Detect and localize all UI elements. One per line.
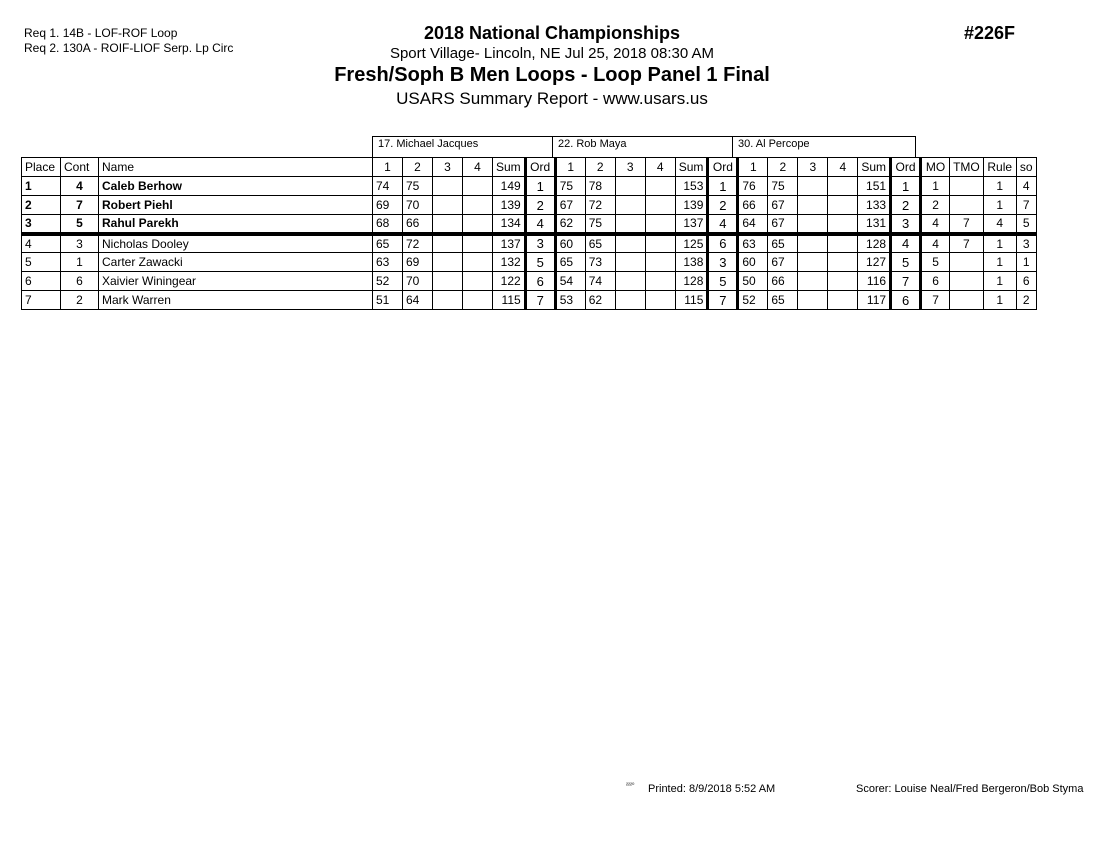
col-j1-mark-4: 4 [463, 158, 493, 177]
judge-2-mark-1: 62 [555, 215, 585, 234]
event-code: #226F [964, 23, 1016, 43]
judge-1-mark-1: 74 [373, 177, 403, 196]
results-body [22, 177, 1037, 310]
col-cont: Cont [61, 158, 99, 177]
judge-1-mark-3 [433, 253, 463, 272]
skater-name: Carter Zawacki [99, 253, 373, 272]
col-j1-sum: Sum [493, 158, 526, 177]
judge-1-mark-4 [463, 291, 493, 310]
judge-1-mark-2: 69 [403, 253, 433, 272]
judge-2-mark-1: 53 [555, 291, 585, 310]
col-j3-mark-1: 1 [738, 158, 768, 177]
judge-2-mark-1: 75 [555, 177, 585, 196]
col-j2-mark-1: 1 [555, 158, 585, 177]
judge-header-1: 17. Michael Jacques [372, 136, 553, 158]
mo-cell: 7 [921, 291, 950, 310]
judge-3-ord: 3 [891, 215, 921, 234]
printed-date: Printed: 8/9/2018 5:52 AM [648, 783, 776, 795]
judge-3-mark-1: 63 [738, 234, 768, 253]
place-cell: 1 [22, 177, 61, 196]
judge-2-mark-2: 65 [585, 234, 615, 253]
table-row [22, 177, 1037, 196]
col-mo: MO [921, 158, 950, 177]
cont-cell: 3 [61, 234, 99, 253]
mo-cell: 1 [921, 177, 950, 196]
judge-1-mark-3 [433, 272, 463, 291]
judge-3-mark-2: 67 [768, 215, 798, 234]
judge-header-2: 22. Rob Maya [552, 136, 733, 158]
table-row [22, 272, 1037, 291]
rule-cell: 1 [983, 272, 1016, 291]
cont-cell: 7 [61, 196, 99, 215]
judge-1-ord: 1 [525, 177, 555, 196]
judge-1-sum: 115 [493, 291, 526, 310]
judge-2-mark-2: 75 [585, 215, 615, 234]
rule-cell: 1 [983, 234, 1016, 253]
judge-1-mark-3 [433, 234, 463, 253]
col-j3-mark-3: 3 [798, 158, 828, 177]
judge-1-mark-1: 52 [373, 272, 403, 291]
col-tmo: TMO [950, 158, 984, 177]
judge-3-mark-4 [828, 215, 858, 234]
judge-3-mark-3 [798, 234, 828, 253]
col-j3-mark-4: 4 [828, 158, 858, 177]
place-cell: 4 [22, 234, 61, 253]
place-cell: 7 [22, 291, 61, 310]
judge-2-mark-2: 78 [585, 177, 615, 196]
results-table [21, 157, 1037, 310]
judge-2-sum: 139 [675, 196, 708, 215]
mo-cell: 6 [921, 272, 950, 291]
cont-cell: 4 [61, 177, 99, 196]
judge-1-mark-1: 65 [373, 234, 403, 253]
judge-2-sum: 115 [675, 291, 708, 310]
judge-1-ord: 2 [525, 196, 555, 215]
rule-cell: 1 [983, 196, 1016, 215]
cont-cell: 1 [61, 253, 99, 272]
judge-3-ord: 7 [891, 272, 921, 291]
judge-3-mark-2: 67 [768, 196, 798, 215]
place-cell: 2 [22, 196, 61, 215]
judge-2-ord: 6 [708, 234, 738, 253]
so-cell: 2 [1016, 291, 1036, 310]
tmo-cell [950, 177, 984, 196]
tmo-cell: 7 [950, 234, 984, 253]
judge-3-mark-1: 76 [738, 177, 768, 196]
judge-3-sum: 128 [858, 234, 891, 253]
judge-1-mark-2: 72 [403, 234, 433, 253]
mo-cell: 5 [921, 253, 950, 272]
so-cell: 3 [1016, 234, 1036, 253]
place-cell: 6 [22, 272, 61, 291]
judge-1-mark-1: 68 [373, 215, 403, 234]
cont-cell: 6 [61, 272, 99, 291]
mo-cell: 4 [921, 234, 950, 253]
judge-3-sum: 131 [858, 215, 891, 234]
judge-2-mark-3 [615, 253, 645, 272]
col-j3-sum: Sum [858, 158, 891, 177]
judge-header-3: 30. Al Percope [732, 136, 916, 158]
judge-2-mark-3 [615, 234, 645, 253]
judge-2-mark-2: 62 [585, 291, 615, 310]
judge-3-mark-2: 65 [768, 234, 798, 253]
judge-2-sum: 137 [675, 215, 708, 234]
judge-3-mark-2: 75 [768, 177, 798, 196]
cont-cell: 5 [61, 215, 99, 234]
judge-2-mark-1: 54 [555, 272, 585, 291]
place-cell: 5 [22, 253, 61, 272]
judge-1-ord: 7 [525, 291, 555, 310]
judge-1-mark-4 [463, 177, 493, 196]
skater-name: Mark Warren [99, 291, 373, 310]
judge-1-mark-4 [463, 234, 493, 253]
col-j1-mark-1: 1 [373, 158, 403, 177]
so-cell: 5 [1016, 215, 1036, 234]
col-j2-sum: Sum [675, 158, 708, 177]
col-j2-mark-3: 3 [615, 158, 645, 177]
col-place: Place [22, 158, 61, 177]
judge-1-sum: 139 [493, 196, 526, 215]
requirement-1: Req 1. 14B - LOF-ROF Loop [24, 26, 178, 40]
judge-3-sum: 151 [858, 177, 891, 196]
judge-3-ord: 2 [891, 196, 921, 215]
judge-3-mark-3 [798, 272, 828, 291]
col-name: Name [99, 158, 373, 177]
requirement-2: Req 2. 130A - ROIF-LIOF Serp. Lp Circ [24, 41, 234, 55]
table-row [22, 234, 1037, 253]
judge-3-mark-2: 67 [768, 253, 798, 272]
judge-1-ord: 4 [525, 215, 555, 234]
judge-1-sum: 137 [493, 234, 526, 253]
judge-3-mark-3 [798, 196, 828, 215]
col-j1-mark-2: 2 [403, 158, 433, 177]
judge-3-mark-1: 52 [738, 291, 768, 310]
judge-2-ord: 2 [708, 196, 738, 215]
so-cell: 6 [1016, 272, 1036, 291]
tmo-cell [950, 196, 984, 215]
judge-2-mark-2: 73 [585, 253, 615, 272]
event-name: Fresh/Soph B Men Loops - Loop Panel 1 Final [334, 64, 770, 86]
judge-1-mark-1: 51 [373, 291, 403, 310]
judge-3-sum: 116 [858, 272, 891, 291]
judge-3-mark-4 [828, 272, 858, 291]
judge-3-mark-2: 66 [768, 272, 798, 291]
so-cell: 7 [1016, 196, 1036, 215]
judge-3-mark-1: 64 [738, 215, 768, 234]
judge-2-mark-4 [645, 215, 675, 234]
col-j1-mark-3: 3 [433, 158, 463, 177]
table-row [22, 215, 1037, 234]
report-name: USARS Summary Report - www.usars.us [396, 89, 708, 108]
judge-2-mark-3 [615, 196, 645, 215]
judge-3-mark-1: 66 [738, 196, 768, 215]
judge-1-mark-3 [433, 177, 463, 196]
footer-mark: ²²²⁰ [626, 783, 635, 789]
judge-1-mark-2: 70 [403, 196, 433, 215]
judge-2-mark-3 [615, 215, 645, 234]
judge-1-mark-2: 66 [403, 215, 433, 234]
judge-3-mark-4 [828, 234, 858, 253]
judge-3-mark-4 [828, 196, 858, 215]
judge-1-mark-4 [463, 196, 493, 215]
judge-2-mark-3 [615, 177, 645, 196]
mo-cell: 4 [921, 215, 950, 234]
tmo-cell: 7 [950, 215, 984, 234]
skater-name: Robert Piehl [99, 196, 373, 215]
judge-1-mark-1: 69 [373, 196, 403, 215]
skater-name: Rahul Parekh [99, 215, 373, 234]
judge-1-mark-2: 70 [403, 272, 433, 291]
judge-3-ord: 6 [891, 291, 921, 310]
judge-1-sum: 134 [493, 215, 526, 234]
judge-2-ord: 7 [708, 291, 738, 310]
judge-2-mark-1: 60 [555, 234, 585, 253]
tmo-cell [950, 291, 984, 310]
col-j3-ord: Ord [891, 158, 921, 177]
judge-1-ord: 3 [525, 234, 555, 253]
judge-1-mark-4 [463, 253, 493, 272]
table-row [22, 253, 1037, 272]
judge-2-mark-2: 72 [585, 196, 615, 215]
judge-3-mark-4 [828, 253, 858, 272]
skater-name: Caleb Berhow [99, 177, 373, 196]
col-j3-mark-2: 2 [768, 158, 798, 177]
rule-cell: 1 [983, 291, 1016, 310]
table-row [22, 196, 1037, 215]
judge-3-mark-1: 60 [738, 253, 768, 272]
judge-3-mark-3 [798, 253, 828, 272]
so-cell: 4 [1016, 177, 1036, 196]
col-j2-ord: Ord [708, 158, 738, 177]
rule-cell: 4 [983, 215, 1016, 234]
venue-date: Sport Village- Lincoln, NE Jul 25, 2018 08:30 AM [389, 45, 715, 62]
col-rule: Rule [983, 158, 1016, 177]
judge-2-mark-4 [645, 253, 675, 272]
judge-3-mark-3 [798, 177, 828, 196]
judge-2-mark-3 [615, 272, 645, 291]
judge-3-ord: 5 [891, 253, 921, 272]
judge-2-sum: 128 [675, 272, 708, 291]
col-so: so [1016, 158, 1036, 177]
rule-cell: 1 [983, 253, 1016, 272]
col-j2-mark-2: 2 [585, 158, 615, 177]
judge-2-sum: 138 [675, 253, 708, 272]
mo-cell: 2 [921, 196, 950, 215]
judge-3-mark-2: 65 [768, 291, 798, 310]
judge-3-mark-4 [828, 291, 858, 310]
judge-2-ord: 3 [708, 253, 738, 272]
judge-2-sum: 125 [675, 234, 708, 253]
judge-2-mark-4 [645, 196, 675, 215]
skater-name: Nicholas Dooley [99, 234, 373, 253]
judge-3-ord: 1 [891, 177, 921, 196]
skater-name: Xaivier Winingear [99, 272, 373, 291]
judge-3-sum: 117 [858, 291, 891, 310]
header-row [22, 158, 1037, 177]
judge-2-mark-4 [645, 234, 675, 253]
judge-1-ord: 5 [525, 253, 555, 272]
rule-cell: 1 [983, 177, 1016, 196]
judge-1-mark-1: 63 [373, 253, 403, 272]
judge-1-mark-2: 75 [403, 177, 433, 196]
judge-3-sum: 133 [858, 196, 891, 215]
col-j2-mark-4: 4 [645, 158, 675, 177]
tmo-cell [950, 272, 984, 291]
judge-1-mark-3 [433, 215, 463, 234]
judge-3-mark-4 [828, 177, 858, 196]
judge-2-ord: 1 [708, 177, 738, 196]
cont-cell: 2 [61, 291, 99, 310]
col-j1-ord: Ord [525, 158, 555, 177]
judge-1-sum: 122 [493, 272, 526, 291]
so-cell: 1 [1016, 253, 1036, 272]
judge-2-mark-1: 65 [555, 253, 585, 272]
table-row [22, 291, 1037, 310]
judge-2-mark-1: 67 [555, 196, 585, 215]
judge-1-mark-2: 64 [403, 291, 433, 310]
judge-2-mark-3 [615, 291, 645, 310]
judge-2-mark-4 [645, 272, 675, 291]
judge-1-mark-4 [463, 272, 493, 291]
judge-2-mark-4 [645, 291, 675, 310]
judge-1-sum: 149 [493, 177, 526, 196]
judge-2-ord: 5 [708, 272, 738, 291]
judge-1-sum: 132 [493, 253, 526, 272]
judge-3-sum: 127 [858, 253, 891, 272]
judge-3-mark-3 [798, 291, 828, 310]
judge-1-ord: 6 [525, 272, 555, 291]
judge-1-mark-3 [433, 196, 463, 215]
judge-3-mark-3 [798, 215, 828, 234]
judge-2-ord: 4 [708, 215, 738, 234]
place-cell: 3 [22, 215, 61, 234]
judge-2-mark-2: 74 [585, 272, 615, 291]
judge-1-mark-4 [463, 215, 493, 234]
judge-3-mark-1: 50 [738, 272, 768, 291]
scorer-names: Scorer: Louise Neal/Fred Bergeron/Bob Styma [856, 783, 1084, 795]
judge-2-mark-4 [645, 177, 675, 196]
judge-1-mark-3 [433, 291, 463, 310]
tmo-cell [950, 253, 984, 272]
judge-3-ord: 4 [891, 234, 921, 253]
page-title: 2018 National Championships [423, 23, 681, 43]
judge-2-sum: 153 [675, 177, 708, 196]
